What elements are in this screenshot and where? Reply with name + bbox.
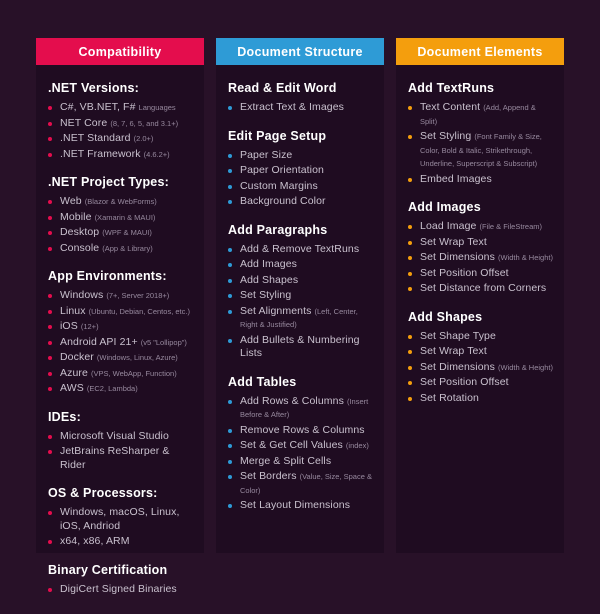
item-text: Add Bullets & Numbering Lists <box>240 333 360 359</box>
list-item <box>228 423 374 439</box>
bullet-icon <box>48 216 52 220</box>
item-text: AWS <box>60 382 84 394</box>
bullet-icon <box>48 231 52 235</box>
list-item <box>48 444 194 473</box>
bullet-icon <box>48 310 52 314</box>
bullet-icon <box>228 460 232 464</box>
item-text: Paper Size <box>240 148 293 161</box>
list-item <box>408 250 554 266</box>
list-item <box>48 100 194 116</box>
item-text: Azure <box>60 366 88 379</box>
bullet-icon <box>228 106 232 110</box>
item-text: Set Layout Dimensions <box>240 499 351 511</box>
list-item <box>228 333 374 362</box>
feature-list <box>228 148 374 210</box>
list-item <box>408 266 554 282</box>
feature-list <box>48 100 194 162</box>
feature-list <box>408 329 554 407</box>
feature-list <box>48 505 194 550</box>
feature-list <box>228 100 374 116</box>
item-text: Embed Images <box>420 172 492 185</box>
item-note: (Width & Height) <box>497 253 553 262</box>
column-panel <box>216 65 384 553</box>
bullet-icon <box>228 400 232 404</box>
bullet-icon <box>228 169 232 173</box>
list-item <box>228 148 374 164</box>
item-text: Text Content <box>420 101 481 113</box>
item-text: Set Styling <box>240 289 292 301</box>
bullet-icon <box>228 248 232 252</box>
bullet-icon <box>408 135 412 139</box>
bullet-icon <box>408 381 412 385</box>
item-note: (WPF & MAUI) <box>102 228 152 237</box>
bullet-icon <box>228 279 232 283</box>
list-item <box>408 219 554 235</box>
bullet-icon <box>48 137 52 141</box>
item-note: (Ubuntu, Debian, Centos, etc.) <box>88 306 190 316</box>
feature-list <box>228 394 374 514</box>
list-item <box>228 273 374 289</box>
bullet-icon <box>48 435 52 439</box>
item-text: C#, VB.NET, F# <box>60 101 136 113</box>
list-item <box>408 375 554 391</box>
item-note: (Left, Center, Right & Justified) <box>240 306 358 329</box>
item-note: (EC2, Lambda) <box>86 384 138 393</box>
item-text: Set Wrap Text <box>420 235 487 248</box>
section-title: OS & Processors: <box>48 486 158 500</box>
bullet-icon <box>48 387 52 391</box>
list-item <box>408 344 554 360</box>
item-note: (index) <box>345 441 369 450</box>
item-text: NET Core <box>60 116 108 129</box>
bullet-icon <box>408 256 412 260</box>
list-item <box>228 394 374 423</box>
item-text: Linux <box>60 304 86 317</box>
list-item <box>228 288 374 304</box>
bullet-icon <box>48 200 52 204</box>
column-header-compatibility <box>36 38 204 65</box>
bullet-icon <box>48 511 52 515</box>
item-note: (Windows, Linux, Azure) <box>96 353 178 362</box>
item-text: Paper Orientation <box>240 164 324 176</box>
bullet-icon <box>228 429 232 433</box>
item-text: Custom Margins <box>240 179 318 192</box>
item-text: Set Rotation <box>420 391 479 404</box>
list-item <box>228 257 374 273</box>
bullet-icon <box>408 287 412 291</box>
bullet-icon <box>228 310 232 314</box>
item-text: Load Image <box>420 220 477 232</box>
section-title: Read & Edit Word <box>228 81 337 95</box>
list-item <box>228 163 374 179</box>
bullet-icon <box>48 372 52 376</box>
item-text: Set Alignments <box>240 304 312 317</box>
bullet-icon <box>228 200 232 204</box>
bullet-icon <box>48 450 52 454</box>
item-text: Set Styling <box>420 130 472 142</box>
column-panel <box>36 65 204 595</box>
item-text: Background Color <box>240 195 326 207</box>
section-title: .NET Versions: <box>48 81 140 95</box>
list-item <box>48 505 194 534</box>
list-item <box>408 129 554 172</box>
section-title: Binary Certification <box>48 562 168 577</box>
item-text: Remove Rows & Columns <box>240 423 365 436</box>
item-note: (12+) <box>80 322 99 331</box>
list-item <box>48 335 194 351</box>
bullet-icon <box>48 122 52 126</box>
item-note: (v5 "Lollipop") <box>140 337 187 347</box>
bullet-icon <box>228 475 232 479</box>
item-note: (4.6.2+) <box>143 149 170 159</box>
list-item <box>408 172 554 188</box>
bullet-icon <box>48 588 52 592</box>
item-text: Desktop <box>60 226 100 238</box>
list-item <box>228 438 374 454</box>
list-item <box>48 225 194 241</box>
item-text: Set Distance from Corners <box>420 282 547 294</box>
list-item <box>48 534 194 550</box>
bullet-icon <box>48 356 52 360</box>
item-text: Set Borders <box>240 470 297 482</box>
bullet-icon <box>48 106 52 110</box>
list-item <box>228 179 374 195</box>
item-text: .NET Framework <box>60 147 141 160</box>
item-text: Set Position Offset <box>420 266 509 279</box>
bullet-icon <box>228 154 232 158</box>
list-item <box>48 241 194 257</box>
bullet-icon <box>408 241 412 245</box>
column-panel <box>396 65 564 553</box>
bullet-icon <box>228 185 232 189</box>
bullet-icon <box>48 153 52 157</box>
column-compatibility <box>36 38 204 595</box>
list-item <box>408 235 554 251</box>
bullet-icon <box>408 350 412 354</box>
list-item <box>228 100 374 116</box>
list-item <box>228 304 374 333</box>
column-document-elements <box>396 38 564 553</box>
item-note: (Width & Height) <box>497 362 553 372</box>
list-item <box>228 498 374 514</box>
item-note: (7+, Server 2018+) <box>106 291 170 300</box>
bullet-icon <box>408 272 412 276</box>
item-text: Windows <box>60 289 104 301</box>
item-note: (VPS, WebApp, Function) <box>90 368 177 378</box>
item-text: Set Dimensions <box>420 360 495 373</box>
column-header-document-structure <box>216 38 384 65</box>
bullet-icon <box>228 294 232 298</box>
list-item <box>48 319 194 335</box>
list-item <box>408 360 554 376</box>
bullet-icon <box>48 325 52 329</box>
section-title: .NET Project Types: <box>48 175 169 189</box>
feature-list <box>408 219 554 297</box>
item-text: Merge & Split Cells <box>240 454 332 467</box>
list-item <box>48 116 194 132</box>
item-text: Add Rows & Columns <box>240 394 344 407</box>
feature-columns <box>36 38 564 595</box>
bullet-icon <box>408 225 412 229</box>
item-note: (Xamarin & MAUI) <box>94 212 156 222</box>
item-text: iOS <box>60 320 78 332</box>
section-title: Add Shapes <box>408 309 483 324</box>
column-document-structure <box>216 38 384 553</box>
feature-list <box>48 288 194 397</box>
list-item <box>228 194 374 210</box>
list-item <box>48 288 194 304</box>
item-text: Add Images <box>240 258 298 270</box>
item-text: Microsoft Visual Studio <box>60 429 169 442</box>
bullet-icon <box>408 335 412 339</box>
bullet-icon <box>228 444 232 448</box>
item-text: Add & Remove TextRuns <box>240 242 360 255</box>
item-text: Windows, macOS, Linux, iOS, Andriod <box>60 506 180 532</box>
list-item <box>48 381 194 397</box>
item-note: (Blazor & WebForms) <box>84 197 157 206</box>
list-item <box>48 194 194 210</box>
item-text: Mobile <box>60 210 92 223</box>
item-note: (Insert Before & After) <box>240 396 369 419</box>
section-title: IDEs: <box>48 409 81 424</box>
item-text: Docker <box>60 351 94 363</box>
column-header-document-elements <box>396 38 564 65</box>
item-note: (Font Family & Size, Color, Bold & Italic, Strikethrough, Underline, Superscript & Subscript) <box>420 132 542 168</box>
bullet-icon <box>48 247 52 251</box>
item-note: (8, 7, 6, 5, and 3.1+) <box>110 118 179 128</box>
bullet-icon <box>48 294 52 298</box>
bullet-icon <box>408 178 412 182</box>
bullet-icon <box>408 397 412 401</box>
list-item <box>408 100 554 129</box>
item-text: Console <box>60 241 100 254</box>
bullet-icon <box>48 341 52 345</box>
item-note: Languages <box>138 103 176 112</box>
section-title: App Environments: <box>48 269 167 283</box>
list-item <box>48 131 194 147</box>
item-text: Add Shapes <box>240 273 299 286</box>
item-text: .NET Standard <box>60 132 131 144</box>
section-title: Add Paragraphs <box>228 222 328 237</box>
item-text: Android API 21+ <box>60 335 138 348</box>
item-note: (Add, Append & Split) <box>420 103 536 126</box>
column-title: Compatibility <box>78 44 162 59</box>
section-title: Edit Page Setup <box>228 128 327 143</box>
feature-list <box>48 582 194 598</box>
item-text: Set & Get Cell Values <box>240 439 343 451</box>
item-note: (App & Library) <box>102 243 153 253</box>
section-title: Add Tables <box>228 374 297 389</box>
feature-list <box>408 100 554 187</box>
list-item <box>48 304 194 320</box>
column-title: Document Structure <box>237 44 363 59</box>
list-item <box>228 454 374 470</box>
list-item <box>48 366 194 382</box>
bullet-icon <box>228 339 232 343</box>
item-text: Set Position Offset <box>420 376 509 388</box>
feature-list <box>48 194 194 256</box>
item-text: Web <box>60 195 82 207</box>
column-title: Document Elements <box>417 44 543 59</box>
list-item <box>48 429 194 445</box>
list-item <box>408 329 554 345</box>
list-item <box>408 281 554 297</box>
bullet-icon <box>48 540 52 544</box>
bullet-icon <box>228 504 232 508</box>
list-item <box>228 242 374 258</box>
section-title: Add Images <box>408 200 481 214</box>
bullet-icon <box>408 366 412 370</box>
list-item <box>48 147 194 163</box>
item-note: (File & FileStream) <box>479 222 543 231</box>
item-note: (Value, Size, Space & Color) <box>240 472 372 495</box>
section-title: Add TextRuns <box>408 81 495 95</box>
list-item <box>228 469 374 498</box>
list-item <box>408 391 554 407</box>
item-text: JetBrains ReSharper & Rider <box>60 445 170 471</box>
item-text: Set Wrap Text <box>420 345 487 357</box>
item-note: (2.0+) <box>133 134 154 143</box>
item-text: DigiCert Signed Binaries <box>60 582 177 595</box>
item-text: Extract Text & Images <box>240 101 345 113</box>
feature-list <box>228 242 374 362</box>
list-item <box>48 582 194 598</box>
item-text: Set Shape Type <box>420 329 496 342</box>
feature-list <box>48 429 194 474</box>
item-text: Set Dimensions <box>420 251 495 263</box>
bullet-icon <box>408 106 412 110</box>
item-text: x64, x86, ARM <box>60 535 130 547</box>
bullet-icon <box>228 263 232 267</box>
list-item <box>48 350 194 366</box>
list-item <box>48 210 194 226</box>
